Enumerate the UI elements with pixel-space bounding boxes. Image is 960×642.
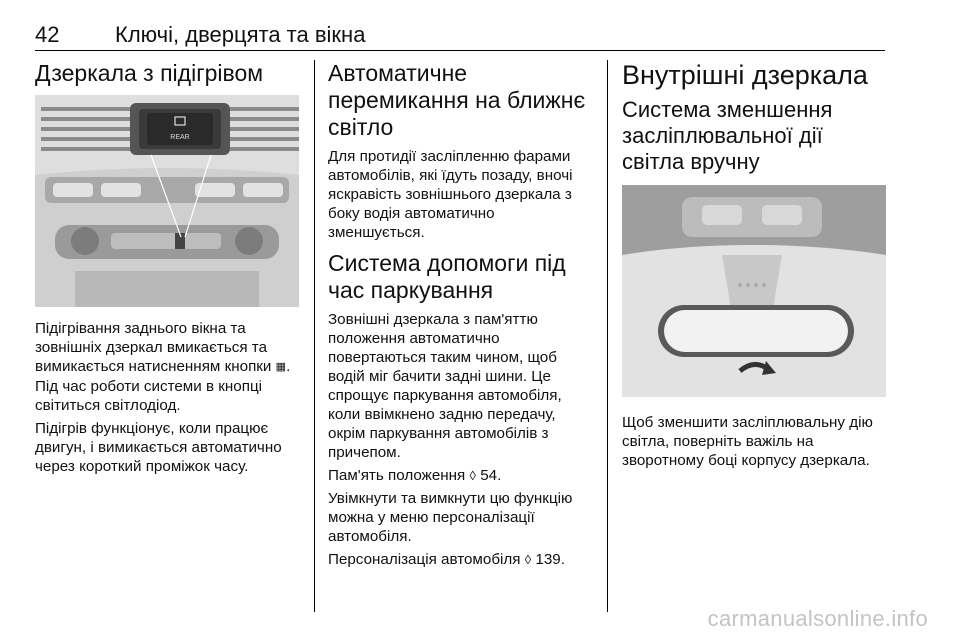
heated-mirror-button-illustration <box>35 95 299 307</box>
heated-mirrors-paragraph-2: Підігрів функціонує, коли працює двигун, і вимикається автоматично через короткий проміжок часу. <box>35 420 282 475</box>
personalization-reference: Персоналізація автомобіля ◊ 139. <box>328 551 565 568</box>
memory-settings-reference: Пам'ять положення ◊ 54. <box>328 467 502 484</box>
page-reference-icon: ◊ <box>469 468 476 483</box>
column-divider-1 <box>314 60 315 612</box>
rear-window-heating-icon: ▦ <box>275 361 287 373</box>
auto-dimming-paragraph: Для протидії засліпленню фарами автомобілів, які їдуть позаду, вночі яскравість зовнішнього дзеркала з боку водія автоматично зменшується. <box>328 148 573 241</box>
column-auto-dimming <box>328 60 592 573</box>
column-interior-mirrors <box>622 60 886 474</box>
page-header <box>35 20 885 51</box>
page-title: Ключі, дверцята та вікна <box>115 22 366 47</box>
column-heated-mirrors <box>35 60 299 480</box>
personalization-paragraph: Увімкнути та вимкнути цю функцію можна у меню персоналізації автомобіля. <box>328 490 573 545</box>
interior-mirror-illustration <box>622 185 886 397</box>
section-heading-auto-dimming: Автоматичне перемикання на ближнє світло <box>328 60 586 140</box>
page-reference-link[interactable]: 54. <box>480 467 502 484</box>
column-divider-2 <box>607 60 608 612</box>
section-heading-manual-antidazzle: Система зменшення засліплювальної дії світла вручну <box>622 97 833 174</box>
interior-mirror-paragraph: Щоб зменшити засліплювальну дію світла, поверніть важіль на зворотному боці корпусу дзеркала. <box>622 414 873 469</box>
page-reference-link[interactable]: 139. <box>535 551 565 568</box>
rear-button-label: REAR <box>170 134 190 141</box>
heated-mirrors-paragraph-1: Підігрівання заднього вікна та зовнішніх дзеркал вмикається та вимикається натисненням кнопки ▦. Під час роботи системи в кнопці світиться світлодіод. <box>35 320 291 414</box>
section-heading-parking-assist: Система допомоги під час паркування <box>328 250 566 303</box>
parking-assist-paragraph: Зовнішні дзеркала з пам'яттю положення автоматично повертаються таким чином, щоб водій міг бачити задні шини. Це спрощує паркування автомобіля, коли ввімкнено задню передачу, окрім паркування автомобілів з причепом. <box>328 311 562 461</box>
watermark: carmanualsonline.info <box>707 606 928 631</box>
page-number: 42 <box>35 22 60 47</box>
page-reference-icon: ◊ <box>524 552 532 567</box>
section-heading-heated-mirrors: Дзеркала з підігрівом <box>35 60 264 86</box>
section-heading-interior-mirrors: Внутрішні дзеркала <box>622 60 868 90</box>
